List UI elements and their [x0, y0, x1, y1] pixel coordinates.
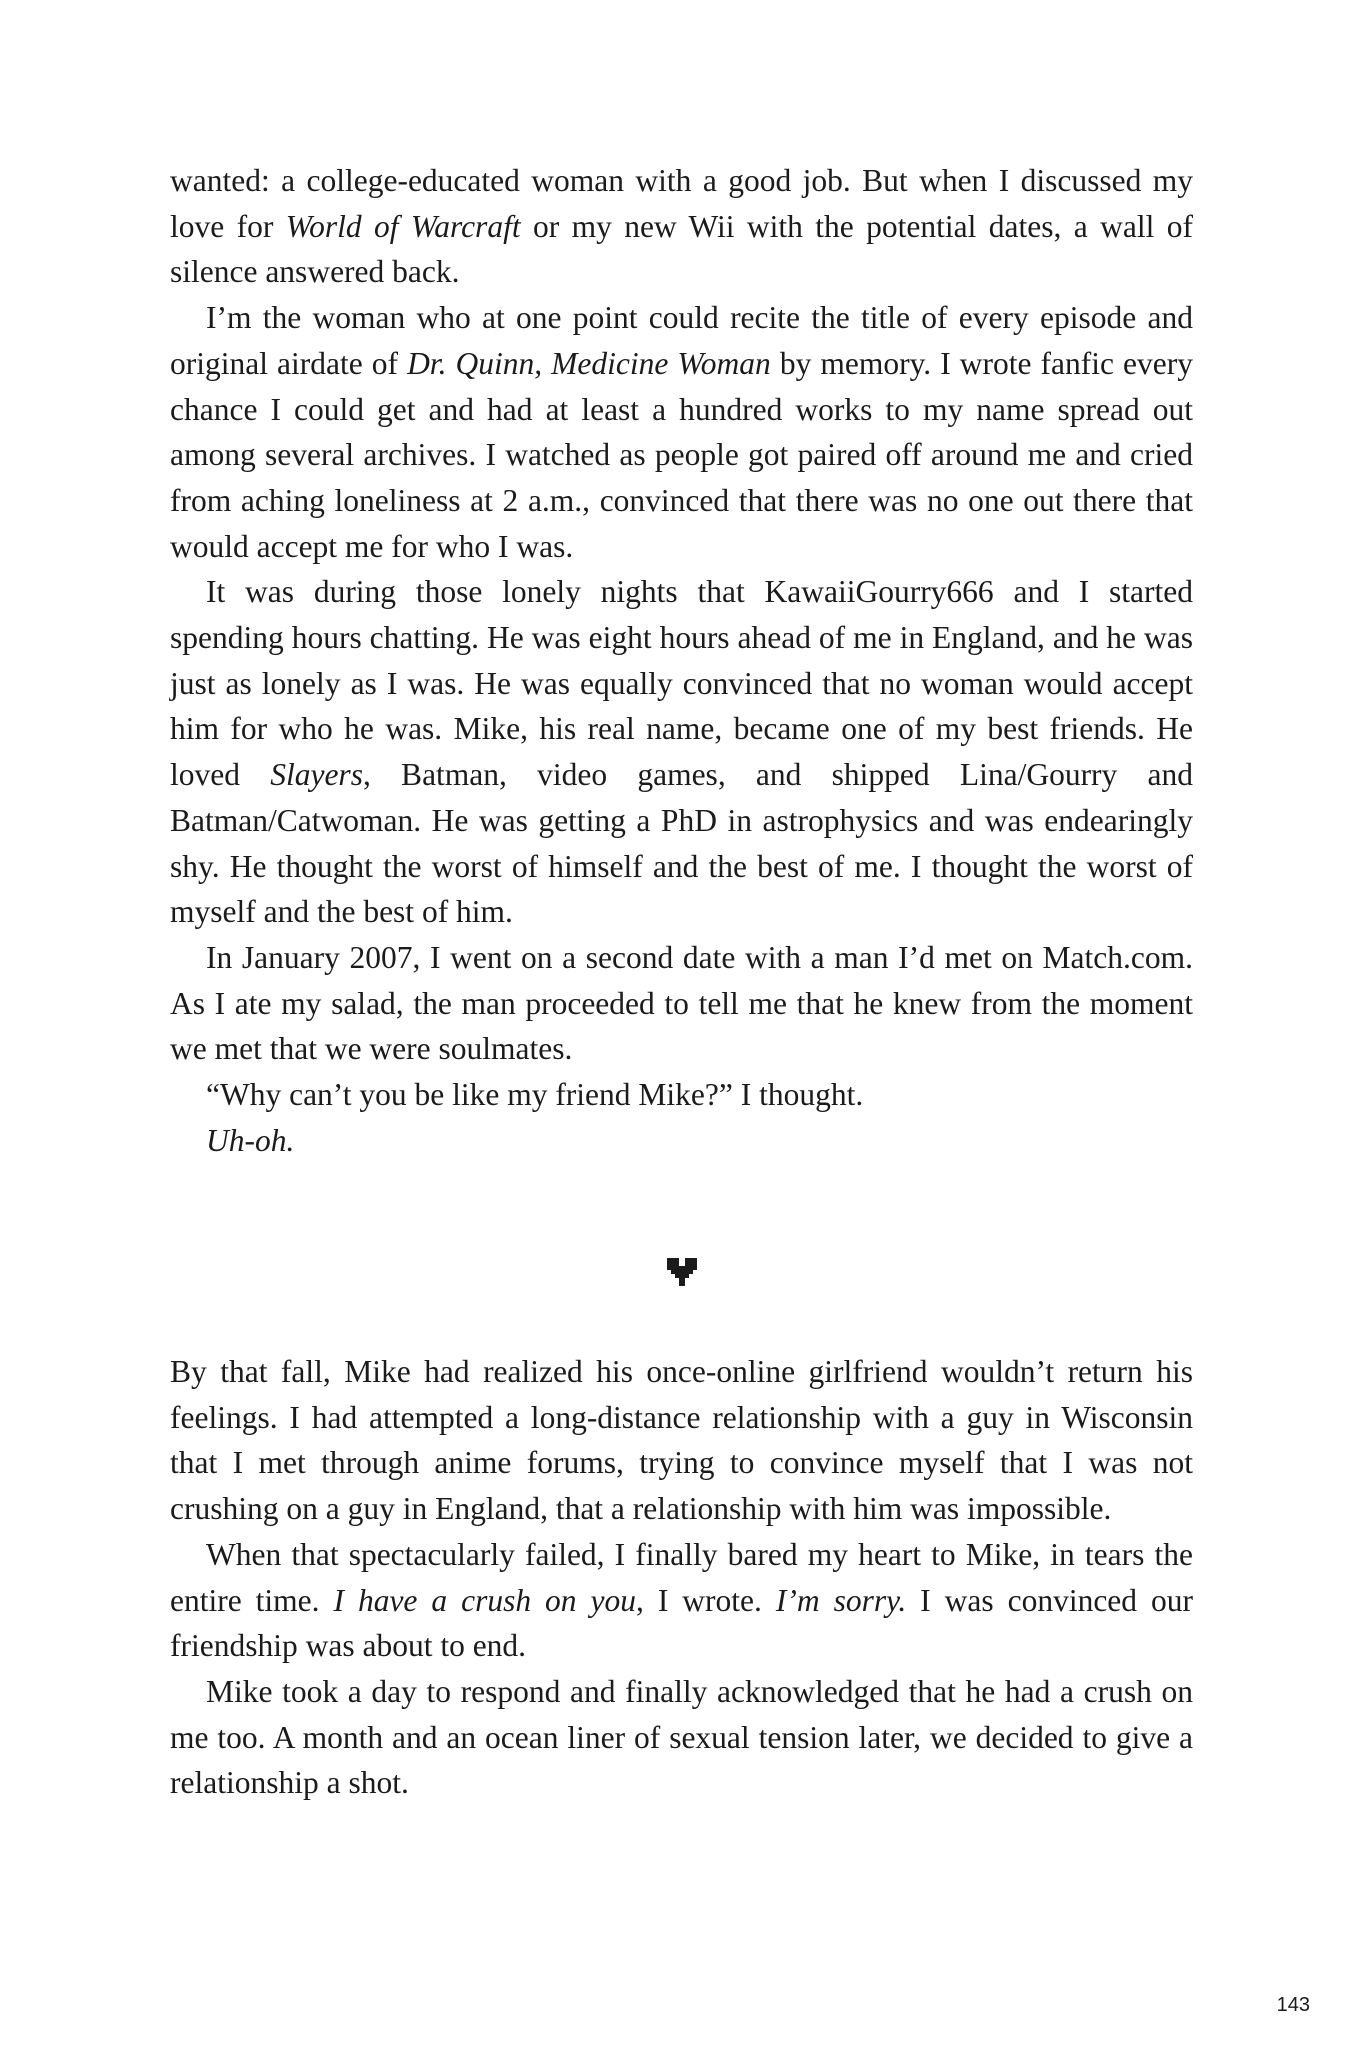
paragraph: “Why can’t you be like my friend Mike?” I thought. [206, 1077, 864, 1113]
italic-title: Dr. Quinn, Medicine Woman [407, 345, 771, 381]
italic-title: Slayers [270, 757, 363, 793]
italic-thought: Uh-oh. [206, 1122, 295, 1158]
body-text-section-one [170, 158, 1193, 1163]
paragraph: Mike took a day to respond and finally acknowledged that he had a crush on me too. A month and an ocean liner of sexual tension later, we decided to give a relationship a shot. [170, 1673, 1193, 1801]
body-text-section-two [170, 1349, 1193, 1806]
italic-title: World of Warcraft [285, 208, 521, 244]
italic-quote: I’m sorry. [775, 1582, 907, 1618]
paragraph: When that spectacularly failed, I finally bared my heart to Mike, in tears the entire time. I have a crush on you, I wrote. I’m sorry. I was convinced our friendship was about to end. [170, 1536, 1193, 1664]
paragraph: By that fall, Mike had realized his once-online girlfriend wouldn’t return his feelings. I had attempted a long-distance relationship with a guy in Wisconsin that I met through anime forums, trying to convince myself that I was not crushing on a guy in England, that a relationship with him was impossible. [170, 1354, 1193, 1527]
paragraph: I’m the woman who at one point could recite the title of every episode and original airdate of Dr. Quinn, Medicine Woman by memory. I wrote fanfic every chance I could get and had at least a hundred works to my name spread out among several archives. I watched as people got paired off around me and cried from aching loneliness at 2 a.m., convinced that there was no one out there that would accept me for who I was. [170, 300, 1193, 564]
paragraph: It was during those lonely nights that KawaiiGourry666 and I started spending hours chatting. He was eight hours ahead of me in England, and he was just as lonely as I was. He was equally convinced that no woman would accept him for who he was. Mike, his real name, became one of my best friends. He loved Slayers, Batman, video games, and shipped Lina/​Gourry and Batman/Catwoman. He was getting a PhD in astrophysics and was endearingly shy. He thought the worst of himself and the best of me. I thought the worst of myself and the best of him. [170, 574, 1194, 930]
page-number: 143 [1276, 1994, 1310, 2016]
paragraph [170, 1118, 1193, 1164]
paragraph: In January 2007, I went on a second date with a man I’d met on Match.com. As I ate my salad, the man proceeded to tell me that he knew from the moment we met that we were soulmates. [170, 939, 1193, 1067]
pixel-heart-icon [667, 1258, 697, 1286]
italic-quote: I have a crush on you [333, 1582, 637, 1618]
paragraph: wanted: a college-educated woman with a good job. But when I discussed my love for World of Warcraft or my new Wii with the potential dates, a wall of silence answered back. [170, 163, 1193, 290]
